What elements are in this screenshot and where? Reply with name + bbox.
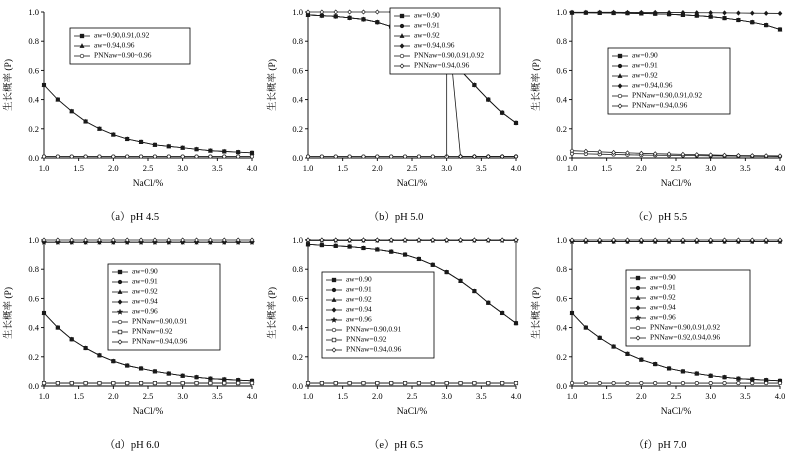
x-tick-label: 1.0 [566,163,578,173]
x-tick-label: 1.5 [73,391,84,401]
data-point [459,381,462,384]
chart-panel-e [264,228,528,456]
legend-label: PNNaw=0.90~0.96 [94,50,152,60]
x-tick-label: 3.5 [740,163,751,173]
data-point [98,381,101,384]
y-axis-title [2,287,14,339]
y-tick-label: 0.0 [292,153,303,163]
x-tick-label: 2.5 [142,163,154,173]
data-point [167,155,170,158]
legend-label: PNNaw=0.94,0.96 [632,100,688,110]
x-tick-label: 2.0 [108,163,119,173]
legend-marker-filled-circle-icon [618,64,622,68]
x-tick-label: 3.0 [441,391,452,401]
data-point [181,155,184,158]
legend-marker-filled-square-icon [636,276,640,280]
y-tick-label: 0.0 [292,381,303,391]
data-point [98,155,101,158]
data-point [737,11,741,15]
data-point [70,381,73,384]
legend-c [608,48,730,114]
x-tick-label: 2.5 [142,391,154,401]
data-point [500,381,503,384]
data-point [487,381,490,384]
x-tick-label: 1.5 [73,163,84,173]
legend-marker-open-circle-icon [636,326,640,330]
data-point [584,381,587,384]
x-tick-label: 4.0 [510,391,522,401]
y-tick-label: 0.6 [556,293,567,304]
x-axis-title: NaCl/% [132,179,164,189]
series-5 [570,152,781,158]
data-point [84,381,87,384]
series-1 [570,11,781,31]
data-point [126,381,129,384]
chart-svg-d [0,230,264,426]
legend-label: aw=0.94,0.96 [94,40,135,50]
x-tick-label: 3.5 [212,391,223,401]
data-point [445,381,448,384]
data-point [376,381,379,384]
data-point [320,10,324,14]
panel-caption-c: （c）pH 5.5 [632,212,688,223]
legend-label: aw=0.96 [132,306,158,316]
data-point [236,155,239,158]
y-tick-label: 0.2 [292,123,303,134]
y-tick-label: 0.8 [28,36,39,47]
data-point [403,381,406,384]
data-point [56,155,59,158]
x-tick-label: 1.5 [601,391,612,401]
y-tick-label: 0.4 [292,322,303,333]
data-point [417,381,420,384]
legend-label: aw=0.92 [346,294,372,304]
x-tick-label: 1.5 [337,391,348,401]
x-tick-label: 1.0 [302,391,314,401]
data-point [431,381,434,384]
svg-text:生长概率 (P): 生长概率 (P) [268,59,278,111]
y-tick-label: 1.0 [28,7,39,17]
data-point [751,381,754,384]
chart-panel-f [528,228,792,456]
y-tick-label: 1.0 [292,7,303,17]
x-tick-label: 3.0 [441,163,452,173]
legend-label: aw=0.92 [632,70,658,80]
data-point [126,155,129,158]
x-tick-label: 1.5 [601,163,612,173]
x-tick-label: 2.5 [406,391,418,401]
x-tick-label: 2.5 [670,391,682,401]
y-tick-label: 0.8 [556,36,567,47]
data-point [209,155,212,158]
data-point [167,381,170,384]
x-tick-label: 4.0 [246,163,258,173]
y-tick-label: 0.4 [556,94,567,105]
legend-label: aw=0.90 [650,272,676,282]
legend-e [322,272,434,358]
legend-label: aw=0.91 [346,284,372,294]
x-tick-label: 3.5 [740,391,751,401]
legend-marker-filled-square-icon [618,54,622,58]
chart-svg-c [528,2,792,198]
y-axis-title [2,59,14,111]
legend-label: PNNaw=0.92 [132,326,173,336]
x-tick-label: 2.5 [406,163,418,173]
data-point [723,381,726,384]
data-point [209,381,212,384]
legend-b [390,8,500,74]
y-tick-label: 0.0 [556,153,567,163]
y-tick-label: 0.8 [292,264,303,275]
legend-label: aw=0.91 [650,282,676,292]
y-tick-label: 0.4 [28,322,39,333]
x-tick-label: 1.0 [38,391,50,401]
data-point [778,11,782,15]
legend-marker-open-circle-icon [118,320,122,324]
x-tick-label: 4.0 [246,391,258,401]
legend-marker-open-circle-icon [618,94,622,98]
data-point [709,11,713,15]
legend-label: aw=0.94,0.96 [632,80,673,90]
plot-area-a [0,2,264,198]
legend-marker-filled-circle-icon [118,280,122,284]
x-tick-label: 3.5 [212,163,223,173]
legend-label: PNNaw=0.90,0.91 [346,324,402,334]
legend-label: PNNaw=0.90,0.91,0.92 [414,50,485,60]
data-point [362,381,365,384]
y-tick-label: 0.2 [556,351,567,362]
legend-label: aw=0.94 [346,304,372,314]
data-point [320,381,323,384]
y-tick-label: 0.2 [28,123,39,134]
series-2 [570,11,781,31]
chart-svg-e [264,230,528,426]
x-tick-label: 3.5 [476,163,487,173]
data-point [709,381,712,384]
y-tick-label: 0.2 [556,123,567,134]
x-tick-label: 2.0 [372,163,383,173]
legend-label: PNNaw=0.92 [346,334,387,344]
x-tick-label: 1.5 [337,163,348,173]
x-tick-label: 2.0 [636,391,647,401]
chart-panel-d [0,228,264,456]
legend-a [70,28,190,64]
x-tick-label: 1.0 [566,391,578,401]
legend-label: aw=0.92 [132,286,158,296]
x-tick-label: 1.0 [302,163,314,173]
data-point [320,155,323,158]
data-point [306,155,309,158]
y-tick-label: 0.0 [28,381,39,391]
y-axis-title [530,287,542,339]
series-7 [42,381,253,384]
legend-marker-open-circle-icon [80,54,84,58]
data-point [348,381,351,384]
data-point [598,381,601,384]
data-point [250,155,253,158]
series-8 [306,238,518,242]
y-tick-label: 0.2 [28,351,39,362]
legend-label: aw=0.94 [132,296,158,306]
chart-panel-b [264,0,528,228]
data-point [334,155,337,158]
legend-marker-filled-circle-icon [636,286,640,290]
data-point [390,381,393,384]
x-axis-title: NaCl/% [396,179,428,189]
data-point [348,10,352,14]
legend-label: aw=0.90 [346,274,372,284]
series-3 [570,11,782,31]
plot-area-b [264,2,528,198]
x-tick-label: 3.5 [476,391,487,401]
legend-marker-open-square-icon [332,338,336,342]
data-point [223,155,226,158]
legend-label: aw=0.94 [650,302,676,312]
legend-label: PNNaw=0.90,0.91,0.92 [650,322,721,332]
data-point [390,155,393,158]
data-point [778,381,781,384]
y-tick-label: 0.8 [28,264,39,275]
y-tick-label: 0.4 [556,322,567,333]
y-tick-label: 0.8 [556,264,567,275]
legend-f [626,270,750,346]
y-tick-label: 0.4 [292,94,303,105]
data-point [139,155,142,158]
data-point [764,381,767,384]
legend-label: PNNaw=0.94,0.96 [346,344,402,354]
legend-d [108,264,220,350]
y-axis-title [266,287,278,339]
data-point [84,155,87,158]
data-point [723,11,727,15]
x-tick-label: 2.0 [636,163,647,173]
data-point [376,155,379,158]
data-point [473,381,476,384]
legend-label: aw=0.90 [132,266,158,276]
legend-marker-filled-square-icon [332,278,336,282]
legend-marker-open-circle-icon [400,54,404,58]
chart-svg-b [264,2,528,198]
chart-svg-f [528,230,792,426]
data-point [375,10,379,14]
legend-label: aw=0.91 [414,20,440,30]
series-1 [42,83,253,154]
x-axis-title: NaCl/% [660,407,692,417]
svg-text:生长概率 (P): 生长概率 (P) [4,287,14,339]
legend-marker-filled-square-icon [118,270,122,274]
series-6 [570,381,781,384]
data-point [195,155,198,158]
data-point [612,381,615,384]
legend-marker-open-circle-icon [332,328,336,332]
legend-label: aw=0.90,0.91,0.92 [94,30,150,40]
plot-area-c [528,2,792,198]
data-point [334,10,338,14]
svg-text:生长概率 (P): 生长概率 (P) [268,287,278,339]
svg-text:生长概率 (P): 生长概率 (P) [532,59,542,111]
data-point [112,381,115,384]
legend-label: aw=0.96 [346,314,372,324]
y-tick-label: 1.0 [556,235,567,245]
legend-marker-open-square-icon [118,330,122,334]
x-tick-label: 2.0 [372,391,383,401]
data-point [153,381,156,384]
legend-label: aw=0.91 [132,276,158,286]
data-point [153,155,156,158]
x-tick-label: 4.0 [510,163,522,173]
x-axis-title: NaCl/% [660,179,692,189]
data-point [362,10,366,14]
legend-marker-filled-circle-icon [400,24,404,28]
data-point [223,381,226,384]
data-point [306,381,309,384]
data-point [195,381,198,384]
x-tick-label: 3.0 [705,391,716,401]
chart-panel-a [0,0,264,228]
data-point [70,155,73,158]
y-tick-label: 0.6 [28,293,39,304]
y-tick-label: 0.0 [556,381,567,391]
plot-area-d [0,230,264,426]
x-axis-title: NaCl/% [396,407,428,417]
y-axis-title [530,59,542,111]
y-tick-label: 0.6 [28,65,39,76]
panel-caption-b: （b）pH 5.0 [368,212,424,223]
panel-caption-a: （a）pH 4.5 [104,212,160,223]
legend-marker-filled-square-icon [400,14,404,18]
data-point [348,155,351,158]
legend-label: aw=0.94,0.96 [414,40,455,50]
svg-text:生长概率 (P): 生长概率 (P) [532,287,542,339]
y-tick-label: 1.0 [556,7,567,17]
data-point [750,11,754,15]
legend-marker-filled-square-icon [80,34,84,38]
x-axis-title: NaCl/% [132,407,164,417]
legend-label: aw=0.90 [632,50,658,60]
data-point [403,155,406,158]
data-point [362,155,365,158]
series-2 [42,83,254,154]
data-point [42,381,45,384]
y-tick-label: 0.6 [292,65,303,76]
x-tick-label: 2.5 [670,163,682,173]
chart-panel-c [528,0,792,228]
x-tick-label: 3.0 [177,163,188,173]
legend-label: PNNaw=0.94,0.96 [132,336,188,346]
x-tick-label: 4.0 [774,163,786,173]
y-tick-label: 0.6 [556,65,567,76]
data-point [626,381,629,384]
data-point [139,381,142,384]
data-point [514,381,517,384]
data-point [695,381,698,384]
x-tick-label: 2.0 [108,391,119,401]
legend-label: aw=0.91 [632,60,658,70]
data-point [570,381,573,384]
x-tick-label: 4.0 [774,391,786,401]
y-tick-label: 1.0 [28,235,39,245]
data-point [236,381,239,384]
y-tick-label: 0.4 [28,94,39,105]
x-tick-label: 3.0 [705,163,716,173]
data-point [764,11,768,15]
legend-marker-filled-circle-icon [332,288,336,292]
legend-label: PNNaw=0.90,0.91,0.92 [632,90,703,100]
data-point [42,155,45,158]
svg-text:生长概率 (P): 生长概率 (P) [4,59,14,111]
legend-label: aw=0.96 [650,312,676,322]
y-axis-title [266,59,278,111]
y-tick-label: 0.6 [292,293,303,304]
series-7 [306,381,517,384]
data-point [417,155,420,158]
legend-label: aw=0.92 [650,292,676,302]
data-point [112,155,115,158]
plot-area-f [528,230,792,426]
data-point [431,155,434,158]
series-group [42,83,254,158]
y-tick-label: 0.2 [292,351,303,362]
legend-label: aw=0.92 [414,30,440,40]
data-point [56,381,59,384]
y-tick-label: 0.8 [292,36,303,47]
data-point [250,381,253,384]
chart-svg-a [0,2,264,198]
plot-area-e [264,230,528,426]
data-point [681,381,684,384]
legend-label: PNNaw=0.94,0.96 [414,60,470,70]
legend-label: PNNaw=0.92,0.94,0.96 [650,332,721,342]
panel-caption-e: （e）pH 6.5 [368,440,424,451]
data-point [667,381,670,384]
legend-label: aw=0.90 [414,10,440,20]
data-point [181,381,184,384]
x-tick-label: 3.0 [177,391,188,401]
panel-caption-d: （d）pH 6.0 [104,440,160,451]
data-point [334,381,337,384]
data-point [654,381,657,384]
y-tick-label: 0.0 [28,153,39,163]
x-tick-label: 1.0 [38,163,50,173]
panel-caption-f: （f）pH 7.0 [633,440,687,451]
legend-label: PNNaw=0.90,0.91 [132,316,188,326]
data-point [640,381,643,384]
data-point [737,381,740,384]
y-tick-label: 1.0 [292,235,303,245]
